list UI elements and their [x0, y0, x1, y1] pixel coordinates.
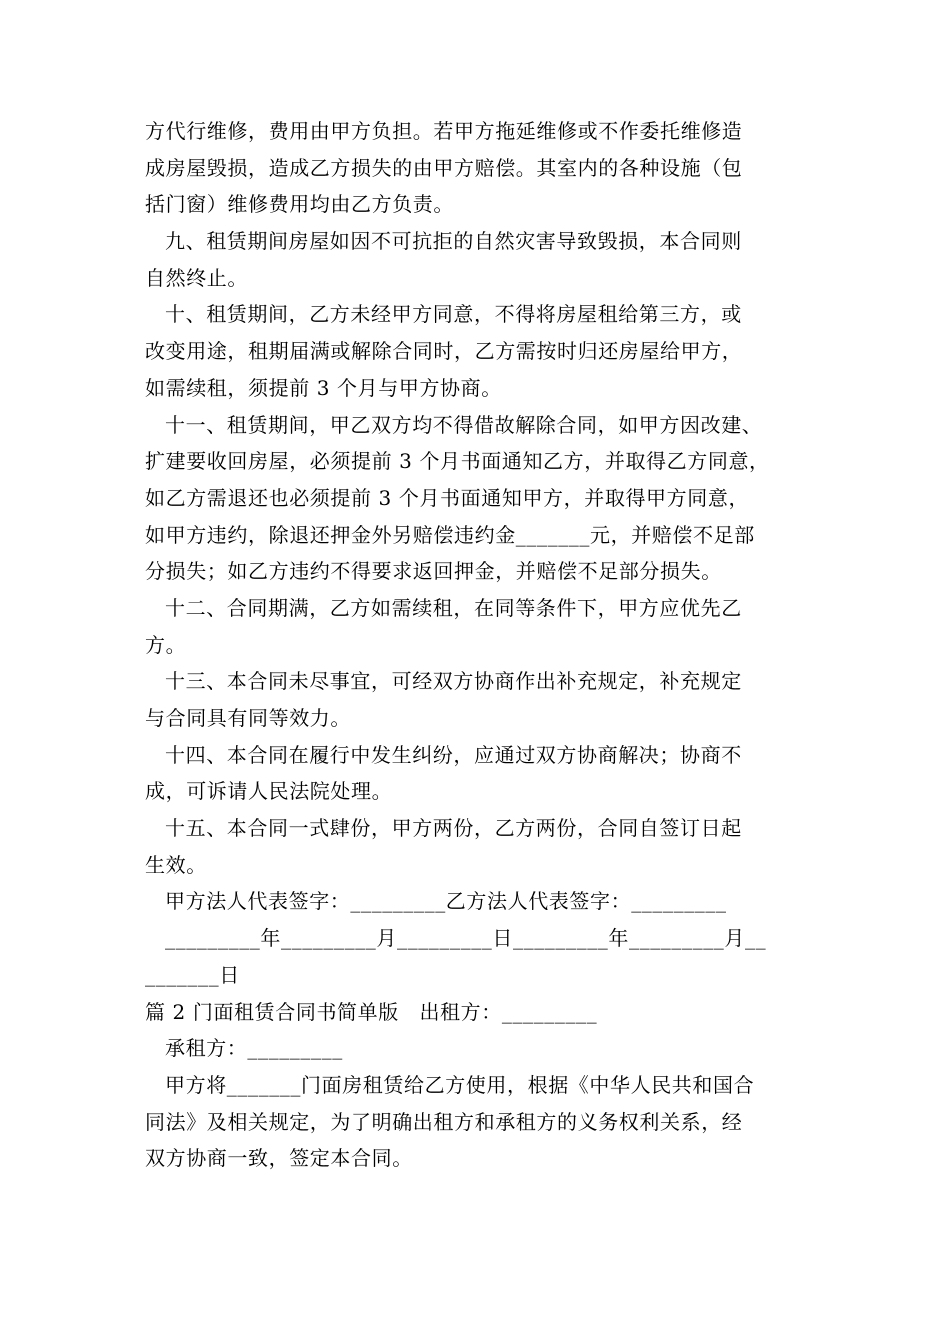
text-line: 成，可诉请人民法院处理。 [145, 779, 393, 804]
text-line: 十、租赁期间，乙方未经甲方同意，不得将房屋租给第三方，或 [165, 302, 742, 327]
document-body [145, 113, 810, 1177]
text-line: 甲方法人代表签字：_________乙方法人代表签字：_________ [165, 889, 727, 914]
text-line: 改变用途，租期届满或解除合同时，乙方需按时归还房屋给甲方， [145, 339, 743, 364]
text-line: 如需续租，须提前 3 个月与甲方协商。 [145, 375, 502, 400]
text-line: 与合同具有同等效力。 [145, 706, 351, 730]
text-line: 如甲方违约，除退还押金外另赔偿违约金_______元，并赔偿不足部 [145, 522, 755, 547]
text-line: 十一、租赁期间，甲乙双方均不得借故解除合同，如甲方因改建、 [165, 412, 763, 437]
text-line: _________年_________月_________日_________年_________月__ [165, 926, 767, 951]
text-line: 承租方：_________ [165, 1036, 343, 1061]
text-line: 扩建要收回房屋，必须提前 3 个月书面通知乙方，并取得乙方同意， [145, 449, 770, 474]
text-line: 方代行维修，费用由甲方负担。若甲方拖延维修或不作委托维修造 [145, 119, 743, 143]
text-line: 成房屋毁损，造成乙方损失的由甲方赔偿。其室内的各种设施（包 [145, 155, 743, 180]
text-line: 十二、合同期满，乙方如需续租，在同等条件下，甲方应优先乙 [165, 595, 742, 620]
text-line: 十五、本合同一式肆份，甲方两份，乙方两份，合同自签订日起 [165, 816, 742, 841]
text-line: 十四、本合同在履行中发生纠纷，应通过双方协商解决；协商不 [165, 742, 742, 767]
text-line: 分损失；如乙方违约不得要求返回押金，并赔偿不足部分损失。 [145, 559, 722, 584]
text-line: 篇 2 门面租赁合同书简单版 出租方：_________ [145, 999, 598, 1024]
text-line: 甲方将_______门面房租赁给乙方使用，根据《中华人民共和国合 [165, 1072, 755, 1097]
text-line: 十三、本合同未尽事宜，可经双方协商作出补充规定，补充规定 [165, 669, 742, 694]
text-line: 双方协商一致，签定本合同。 [145, 1146, 413, 1171]
text-line: 如乙方需退还也必须提前 3 个月书面通知甲方，并取得甲方同意， [145, 485, 750, 510]
text-line: _______日 [145, 962, 240, 987]
text-line: 同法》及相关规定，为了明确出租方和承租方的义务权利关系，经 [145, 1109, 743, 1134]
text-line: 九、租赁期间房屋如因不可抗拒的自然灾害导致毁损，本合同则 [165, 229, 742, 254]
text-line: 生效。 [145, 852, 207, 877]
text-line: 方。 [145, 632, 187, 657]
text-line: 自然终止。 [145, 265, 248, 290]
text-line: 括门窗）维修费用均由乙方负责。 [145, 192, 454, 217]
